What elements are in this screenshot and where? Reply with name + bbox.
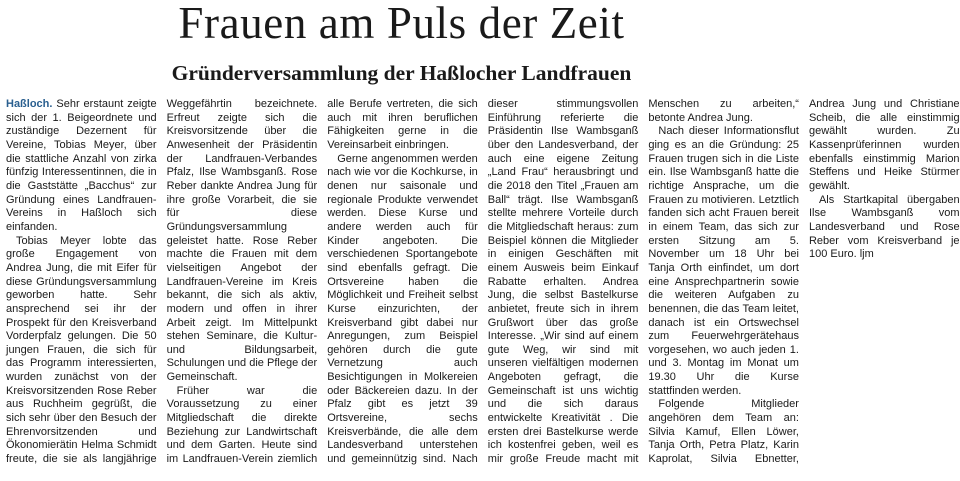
article-body xyxy=(6,98,960,478)
paragraph-text: Sehr erstaunt zeigte sich der 1. Beigeordnete und zuständige Dezernent für Vereine, Tobias Meyer, über die stattliche Anzahl von zirka fünfzig Interessentinnen, die in die Gaststätte „Bacchus“ zur Gründung eines Landfrauen-Vereins in Haßloch sich einfanden. xyxy=(6,98,157,233)
paragraph: Nach dieser Informationsflut ging es an die Gründung: 25 Frauen trugen sich in die Liste ein. Ilse Wambsganß hatte die richtige Ansprache, um die Frauen zu motivieren. Letztlich fanden sich acht Frauen bereit in einem Team, das sich zur ersten Sitzung am 5. November um 18 Uhr bei Tanja Orth einfindet, um dort eine Ansprechpartnerin sowie die weiteren Aufgaben zu benennen, die das Team leitet, danach ist ein Ortswechsel zum Feuerwehrgerätehaus vorgesehen, wo auch jeden 1. und 3. Montag im Monat um 19.30 Uhr die Kurse stattfinden werden. xyxy=(648,125,799,397)
dateline: Haßloch. xyxy=(6,98,53,110)
subheadline: Gründerversammlung der Haßlocher Landfrauen xyxy=(171,61,632,85)
paragraph xyxy=(6,98,157,235)
paragraph: Als Startkapital übergaben Ilse Wambsganß vom Landesverband und Rose Reber vom Kreisverband je 100 Euro. ljm xyxy=(808,193,960,261)
headline: Frauen am Puls der Zeit xyxy=(178,0,625,48)
paragraph: Früher war die Voraussetzung zu einer Mitgliedschaft die direkte Beziehung zur Landwirtschaft und dem Garten. Heute sind im Landfrauen-Verein ziemlich alle Berufe vertreten, die sich auch mit ihren beruflichen Fähigkeiten gerne in die Vereinsarbeit einbringen. xyxy=(166,98,478,466)
paragraph: Gerne angenommen werden nach wie vor die Kochkurse, in denen nur saisonale und regionale Produkte verwendet werden. Diese Kurse und andere werden auch für Kinder angeboten. Die verschiedenen Sportangebote sind ebenfalls gefragt. Die Ortsvereine haben die Möglichkeit und Freiheit selbst Kurse einzurichten, der Kreisverband gibt dabei nur Anregungen, zum Beispiel gehören durch die gute Vernetzung auch Besichtigungen in Molkereien oder Bäckereien dazu. In der Pfalz gibt es jetzt 39 Ortsvereine, sechs Kreisverbände, die alle dem Landesverband unterstehen und gemeinnützig sind. Nach dieser stimmungsvollen Einführung referierte die Präsidentin Ilse Wambsganß über den Landesverband, der auch eine eigene Zeitung „Land Frau“ herausbringt und die 2018 den Titel „Frauen am Ball“ trägt. Ilse Wambsganß stellte mehrere Vorteile durch die Mitgliedschaft heraus: zum Beispiel können die Mitglieder in einigen Geschäften mit einem Ausweis beim Einkauf Rabatte erhalten. Andrea Jung, die selbst Bastelkurse anbietet, freute sich in ihrem Grußwort über das große Interesse. „Wir sind auf einem gute Weg, wir sind mit unseren vielfältigen modernen Angeboten gefragt, die Gemeinschaft ist uns wichtig und die sich daraus entwickelte Kreativität . Die ersten drei Bastelkurse werde ich kostenfrei geben, weil es mir große Freude macht mit Menschen zu arbeiten,“ betonte Andrea Jung. xyxy=(327,98,799,466)
paragraph: Folgende Mitglieder angehören dem Team an: Silvia Kamuf, Ellen Löwer, Tanja Orth, Petra Platz, Karin Kaprolat, Silvia Ebnetter, Andrea Jung und Christiane Scheib, die alle einstimmig gewählt wurden. Zu Kassenprüferinnen wurden ebenfalls einstimmig Marion Steffens und Heike Stürmer gewählt. xyxy=(648,98,960,466)
paragraph: Tobias Meyer lobte das große Engagement von Andrea Jung, die mit Eifer für diese Gründungsversammlung geworben hatte. Sehr ansprechend sei ihr der Prospekt für den Kreisverband Vorderpfalz gelungen. Die 50 jungen Frauen, die sich für das Programm interessierten, wurden zunächst von der Kreisvorsitzenden Rose Reber aus Ruchheim gegrüßt, die sich sehr über den Besuch der Ehrenvorsitzenden und Ökonomierätin Helma Schmidt freute, die sie als langjährige Weggefährtin bezeichnete. Erfreut zeigte sich die Kreisvorsitzende über die Anwesenheit der Präsidentin der Landfrauen-Verbandes Pfalz, Ilse Wambsganß. Rose Reber dankte Andrea Jung für ihre große Vorarbeit, die sie für diese Gründungsversammlung geleistet hatte. Rose Reber machte die Frauen mit dem vielseitigen Angebot der Landfrauen-Vereine im Kreis bekannt, die sich als aktiv, modern und offen in ihrer Arbeit zeigt. Im Mittelpunkt stehen Seminare, die Kultur- und Bildungsarbeit, Schulungen und die Pflege der Gemeinschaft. xyxy=(6,98,318,466)
